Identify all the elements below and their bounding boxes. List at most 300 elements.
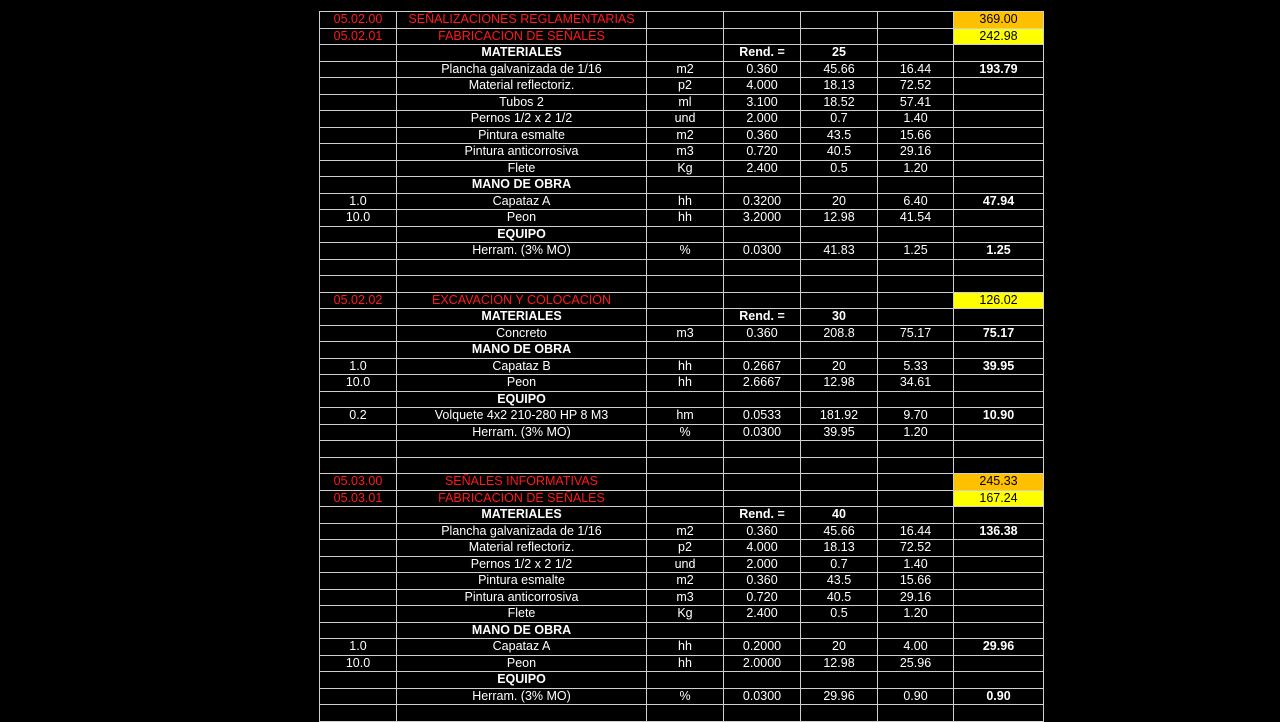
cell-total[interactable]	[954, 457, 1044, 474]
cell-price[interactable]	[801, 391, 878, 408]
cell-partial[interactable]: 9.70	[878, 408, 954, 425]
cell-total[interactable]	[954, 160, 1044, 177]
cell-price[interactable]: 0.5	[801, 606, 878, 623]
cell-unit[interactable]: und	[647, 111, 724, 128]
cell-description[interactable]: MATERIALES	[397, 507, 647, 524]
cell-total[interactable]: 39.95	[954, 358, 1044, 375]
cell-quantity[interactable]: 0.360	[724, 127, 801, 144]
cell-unit[interactable]: m3	[647, 325, 724, 342]
cell-code[interactable]	[320, 457, 397, 474]
cell-partial[interactable]: 57.41	[878, 94, 954, 111]
cell-code[interactable]: 05.03.01	[320, 490, 397, 507]
cell-total[interactable]	[954, 375, 1044, 392]
cell-code[interactable]	[320, 540, 397, 557]
cell-description[interactable]: Material reflectoriz.	[397, 78, 647, 95]
cell-partial[interactable]: 41.54	[878, 210, 954, 227]
cell-total[interactable]	[954, 276, 1044, 293]
cell-description[interactable]: EQUIPO	[397, 391, 647, 408]
cell-quantity[interactable]	[724, 342, 801, 359]
cell-partial[interactable]	[878, 622, 954, 639]
cell-total[interactable]	[954, 441, 1044, 458]
cell-price[interactable]: 20	[801, 639, 878, 656]
cell-quantity[interactable]	[724, 177, 801, 194]
cell-total[interactable]	[954, 672, 1044, 689]
cell-quantity[interactable]: 0.0533	[724, 408, 801, 425]
cell-quantity[interactable]: 2.400	[724, 160, 801, 177]
cell-partial[interactable]: 29.16	[878, 144, 954, 161]
cell-price[interactable]: 45.66	[801, 523, 878, 540]
cell-total[interactable]	[954, 556, 1044, 573]
cell-total[interactable]	[954, 424, 1044, 441]
cell-unit[interactable]	[647, 441, 724, 458]
cell-total[interactable]	[954, 144, 1044, 161]
cell-quantity[interactable]: 2.0000	[724, 655, 801, 672]
cell-unit[interactable]	[647, 622, 724, 639]
cell-unit[interactable]: p2	[647, 78, 724, 95]
cell-description[interactable]	[397, 457, 647, 474]
cell-description[interactable]: Pintura esmalte	[397, 573, 647, 590]
cell-price[interactable]	[801, 292, 878, 309]
cell-price[interactable]	[801, 28, 878, 45]
cell-code[interactable]	[320, 556, 397, 573]
cell-quantity[interactable]	[724, 12, 801, 29]
cell-partial[interactable]	[878, 457, 954, 474]
cell-unit[interactable]: hh	[647, 193, 724, 210]
cell-description[interactable]	[397, 441, 647, 458]
cell-quantity[interactable]: 3.2000	[724, 210, 801, 227]
cell-quantity[interactable]	[724, 226, 801, 243]
cell-unit[interactable]	[647, 342, 724, 359]
cell-quantity[interactable]: 0.0300	[724, 688, 801, 705]
cell-price[interactable]: 41.83	[801, 243, 878, 260]
cell-unit[interactable]	[647, 490, 724, 507]
cell-partial[interactable]: 1.40	[878, 111, 954, 128]
cell-description[interactable]: Pintura anticorrosiva	[397, 144, 647, 161]
cell-total[interactable]: 136.38	[954, 523, 1044, 540]
cell-total[interactable]	[954, 45, 1044, 62]
cell-price[interactable]: 20	[801, 358, 878, 375]
cell-total[interactable]: 0.90	[954, 688, 1044, 705]
cell-unit[interactable]: und	[647, 556, 724, 573]
cell-description[interactable]	[397, 259, 647, 276]
cell-total[interactable]: 167.24	[954, 490, 1044, 507]
cell-unit[interactable]: ml	[647, 94, 724, 111]
cell-code[interactable]	[320, 622, 397, 639]
cell-price[interactable]: 12.98	[801, 655, 878, 672]
cell-unit[interactable]	[647, 507, 724, 524]
cell-code[interactable]: 1.0	[320, 639, 397, 656]
cell-unit[interactable]	[647, 309, 724, 326]
cell-unit[interactable]	[647, 45, 724, 62]
cell-description[interactable]: Herram. (3% MO)	[397, 688, 647, 705]
cell-partial[interactable]	[878, 177, 954, 194]
cell-partial[interactable]	[878, 226, 954, 243]
cell-code[interactable]	[320, 259, 397, 276]
cell-total[interactable]	[954, 705, 1044, 722]
cell-partial[interactable]: 72.52	[878, 78, 954, 95]
cell-unit[interactable]	[647, 457, 724, 474]
cell-price[interactable]: 0.7	[801, 556, 878, 573]
cell-code[interactable]	[320, 177, 397, 194]
cell-quantity[interactable]: Rend. =	[724, 45, 801, 62]
cell-partial[interactable]: 15.66	[878, 573, 954, 590]
cell-total[interactable]: 245.33	[954, 474, 1044, 491]
cell-description[interactable]: Pintura esmalte	[397, 127, 647, 144]
cell-unit[interactable]: %	[647, 424, 724, 441]
cell-quantity[interactable]: 0.0300	[724, 243, 801, 260]
cell-quantity[interactable]	[724, 705, 801, 722]
cell-quantity[interactable]	[724, 622, 801, 639]
cell-partial[interactable]: 4.00	[878, 639, 954, 656]
cell-unit[interactable]: Kg	[647, 160, 724, 177]
cell-partial[interactable]: 15.66	[878, 127, 954, 144]
cell-code[interactable]	[320, 589, 397, 606]
cell-partial[interactable]	[878, 28, 954, 45]
cell-quantity[interactable]: 2.400	[724, 606, 801, 623]
cell-price[interactable]	[801, 490, 878, 507]
cell-unit[interactable]: m2	[647, 127, 724, 144]
cell-partial[interactable]: 34.61	[878, 375, 954, 392]
cell-code[interactable]: 05.02.00	[320, 12, 397, 29]
cell-price[interactable]	[801, 441, 878, 458]
cell-quantity[interactable]: 4.000	[724, 78, 801, 95]
cell-code[interactable]	[320, 391, 397, 408]
cell-price[interactable]	[801, 177, 878, 194]
cell-description[interactable]: FABRICACION DE SEÑALES	[397, 490, 647, 507]
cell-code[interactable]: 05.02.02	[320, 292, 397, 309]
cell-price[interactable]: 43.5	[801, 573, 878, 590]
cell-unit[interactable]: hh	[647, 358, 724, 375]
cell-price[interactable]	[801, 474, 878, 491]
cell-total[interactable]: 1.25	[954, 243, 1044, 260]
cell-description[interactable]: MATERIALES	[397, 45, 647, 62]
cell-description[interactable]: Plancha galvanizada de 1/16	[397, 61, 647, 78]
cell-partial[interactable]	[878, 259, 954, 276]
cell-unit[interactable]	[647, 177, 724, 194]
cell-total[interactable]: 10.90	[954, 408, 1044, 425]
cell-price[interactable]: 18.52	[801, 94, 878, 111]
cell-description[interactable]: Peon	[397, 655, 647, 672]
cell-unit[interactable]: m3	[647, 589, 724, 606]
cell-description[interactable]: FABRICACION DE SEÑALES	[397, 28, 647, 45]
cell-code[interactable]: 10.0	[320, 655, 397, 672]
cell-code[interactable]	[320, 78, 397, 95]
cell-unit[interactable]: m2	[647, 523, 724, 540]
cell-price[interactable]: 29.96	[801, 688, 878, 705]
cell-quantity[interactable]	[724, 490, 801, 507]
cell-quantity[interactable]	[724, 457, 801, 474]
cell-code[interactable]	[320, 276, 397, 293]
cell-price[interactable]: 39.95	[801, 424, 878, 441]
cell-unit[interactable]	[647, 226, 724, 243]
cell-code[interactable]	[320, 325, 397, 342]
cell-price[interactable]	[801, 457, 878, 474]
cell-partial[interactable]: 1.25	[878, 243, 954, 260]
cell-description[interactable]: Concreto	[397, 325, 647, 342]
cell-price[interactable]	[801, 12, 878, 29]
cell-unit[interactable]: %	[647, 243, 724, 260]
cell-quantity[interactable]: 0.360	[724, 325, 801, 342]
cell-total[interactable]	[954, 94, 1044, 111]
cell-code[interactable]	[320, 226, 397, 243]
cell-price[interactable]	[801, 622, 878, 639]
cell-unit[interactable]: m2	[647, 573, 724, 590]
cell-code[interactable]	[320, 45, 397, 62]
cell-code[interactable]	[320, 160, 397, 177]
cell-price[interactable]	[801, 226, 878, 243]
cell-description[interactable]: SEÑALES INFORMATIVAS	[397, 474, 647, 491]
cell-total[interactable]	[954, 78, 1044, 95]
cell-quantity[interactable]: 0.2000	[724, 639, 801, 656]
cell-price[interactable]: 43.5	[801, 127, 878, 144]
cell-price[interactable]: 12.98	[801, 210, 878, 227]
cell-price[interactable]: 45.66	[801, 61, 878, 78]
cell-price[interactable]: 30	[801, 309, 878, 326]
cell-partial[interactable]	[878, 441, 954, 458]
cell-total[interactable]	[954, 540, 1044, 557]
cell-price[interactable]: 40.5	[801, 144, 878, 161]
cell-code[interactable]	[320, 441, 397, 458]
cell-total[interactable]	[954, 507, 1044, 524]
cell-code[interactable]	[320, 61, 397, 78]
cell-quantity[interactable]: 3.100	[724, 94, 801, 111]
cell-unit[interactable]: m3	[647, 144, 724, 161]
cell-code[interactable]	[320, 424, 397, 441]
cell-quantity[interactable]: 2.000	[724, 111, 801, 128]
cell-code[interactable]	[320, 127, 397, 144]
cell-price[interactable]: 18.13	[801, 78, 878, 95]
cell-code[interactable]: 05.02.01	[320, 28, 397, 45]
cell-unit[interactable]	[647, 391, 724, 408]
cell-description[interactable]	[397, 705, 647, 722]
cell-partial[interactable]: 29.16	[878, 589, 954, 606]
cell-total[interactable]	[954, 606, 1044, 623]
cell-description[interactable]	[397, 276, 647, 293]
cell-partial[interactable]	[878, 45, 954, 62]
cell-unit[interactable]	[647, 259, 724, 276]
cell-description[interactable]: MANO DE OBRA	[397, 177, 647, 194]
cell-code[interactable]	[320, 705, 397, 722]
cell-partial[interactable]	[878, 705, 954, 722]
cell-description[interactable]: SEÑALIZACIONES REGLAMENTARIAS	[397, 12, 647, 29]
cell-description[interactable]: Capataz B	[397, 358, 647, 375]
cell-quantity[interactable]: Rend. =	[724, 507, 801, 524]
cell-price[interactable]	[801, 705, 878, 722]
cell-code[interactable]	[320, 94, 397, 111]
cell-partial[interactable]	[878, 474, 954, 491]
cell-description[interactable]: EQUIPO	[397, 672, 647, 689]
cell-price[interactable]: 25	[801, 45, 878, 62]
cell-unit[interactable]	[647, 12, 724, 29]
cell-total[interactable]	[954, 127, 1044, 144]
cell-description[interactable]: Flete	[397, 160, 647, 177]
cell-code[interactable]: 10.0	[320, 375, 397, 392]
cell-unit[interactable]	[647, 28, 724, 45]
cell-price[interactable]: 12.98	[801, 375, 878, 392]
cell-unit[interactable]	[647, 672, 724, 689]
cell-quantity[interactable]: 0.720	[724, 589, 801, 606]
cell-total[interactable]	[954, 111, 1044, 128]
cell-partial[interactable]	[878, 672, 954, 689]
cell-quantity[interactable]: 0.360	[724, 61, 801, 78]
cell-total[interactable]	[954, 309, 1044, 326]
cell-price[interactable]	[801, 342, 878, 359]
cell-quantity[interactable]: 0.360	[724, 523, 801, 540]
cell-quantity[interactable]	[724, 672, 801, 689]
cell-code[interactable]	[320, 243, 397, 260]
cell-code[interactable]	[320, 342, 397, 359]
cell-total[interactable]: 369.00	[954, 12, 1044, 29]
cell-unit[interactable]: hh	[647, 655, 724, 672]
cell-quantity[interactable]: Rend. =	[724, 309, 801, 326]
cell-description[interactable]: Herram. (3% MO)	[397, 424, 647, 441]
cell-unit[interactable]	[647, 292, 724, 309]
cell-description[interactable]: Herram. (3% MO)	[397, 243, 647, 260]
cell-total[interactable]	[954, 589, 1044, 606]
cell-unit[interactable]	[647, 705, 724, 722]
cell-partial[interactable]: 16.44	[878, 61, 954, 78]
cell-code[interactable]: 0.2	[320, 408, 397, 425]
cell-price[interactable]: 40.5	[801, 589, 878, 606]
cell-quantity[interactable]	[724, 28, 801, 45]
cell-price[interactable]: 0.7	[801, 111, 878, 128]
cell-price[interactable]: 20	[801, 193, 878, 210]
cell-code[interactable]	[320, 688, 397, 705]
cell-code[interactable]	[320, 606, 397, 623]
cell-total[interactable]	[954, 342, 1044, 359]
cell-partial[interactable]	[878, 507, 954, 524]
cell-total[interactable]	[954, 177, 1044, 194]
cell-description[interactable]: MANO DE OBRA	[397, 622, 647, 639]
cell-unit[interactable]: hh	[647, 210, 724, 227]
cell-quantity[interactable]	[724, 441, 801, 458]
cell-total[interactable]	[954, 622, 1044, 639]
cell-partial[interactable]: 5.33	[878, 358, 954, 375]
cell-code[interactable]: 1.0	[320, 193, 397, 210]
cell-price[interactable]	[801, 276, 878, 293]
cell-partial[interactable]: 75.17	[878, 325, 954, 342]
cell-unit[interactable]: hh	[647, 375, 724, 392]
cell-quantity[interactable]: 2.6667	[724, 375, 801, 392]
cell-partial[interactable]: 1.20	[878, 424, 954, 441]
cell-price[interactable]	[801, 259, 878, 276]
cell-price[interactable]: 18.13	[801, 540, 878, 557]
cell-price[interactable]: 181.92	[801, 408, 878, 425]
cell-quantity[interactable]: 0.360	[724, 573, 801, 590]
cell-description[interactable]: Volquete 4x2 210-280 HP 8 M3	[397, 408, 647, 425]
cell-partial[interactable]: 1.20	[878, 606, 954, 623]
cell-partial[interactable]: 16.44	[878, 523, 954, 540]
cell-code[interactable]	[320, 144, 397, 161]
cell-code[interactable]	[320, 573, 397, 590]
cell-description[interactable]: MATERIALES	[397, 309, 647, 326]
cell-quantity[interactable]: 0.720	[724, 144, 801, 161]
cell-description[interactable]: EQUIPO	[397, 226, 647, 243]
cell-unit[interactable]: m2	[647, 61, 724, 78]
cell-quantity[interactable]	[724, 474, 801, 491]
cell-quantity[interactable]: 0.3200	[724, 193, 801, 210]
cell-quantity[interactable]: 4.000	[724, 540, 801, 557]
cell-code[interactable]	[320, 309, 397, 326]
cell-total[interactable]: 75.17	[954, 325, 1044, 342]
cell-partial[interactable]	[878, 342, 954, 359]
cell-description[interactable]: Flete	[397, 606, 647, 623]
cell-unit[interactable]	[647, 474, 724, 491]
cell-total[interactable]	[954, 226, 1044, 243]
cell-description[interactable]: Tubos 2	[397, 94, 647, 111]
cell-code[interactable]	[320, 507, 397, 524]
cell-quantity[interactable]	[724, 259, 801, 276]
cell-total[interactable]: 29.96	[954, 639, 1044, 656]
cell-code[interactable]	[320, 111, 397, 128]
cell-code[interactable]: 05.03.00	[320, 474, 397, 491]
cell-partial[interactable]: 6.40	[878, 193, 954, 210]
cell-description[interactable]: Pernos 1/2 x 2 1/2	[397, 556, 647, 573]
cell-quantity[interactable]: 0.0300	[724, 424, 801, 441]
cell-price[interactable]: 40	[801, 507, 878, 524]
cell-quantity[interactable]: 0.2667	[724, 358, 801, 375]
cell-quantity[interactable]: 2.000	[724, 556, 801, 573]
cell-partial[interactable]	[878, 490, 954, 507]
cell-total[interactable]	[954, 655, 1044, 672]
cell-description[interactable]: Material reflectoriz.	[397, 540, 647, 557]
cell-partial[interactable]	[878, 292, 954, 309]
cell-price[interactable]: 208.8	[801, 325, 878, 342]
cell-partial[interactable]	[878, 276, 954, 293]
cell-code[interactable]	[320, 523, 397, 540]
cell-partial[interactable]	[878, 309, 954, 326]
cell-total[interactable]: 126.02	[954, 292, 1044, 309]
cell-description[interactable]: Pintura anticorrosiva	[397, 589, 647, 606]
cell-quantity[interactable]	[724, 292, 801, 309]
cell-code[interactable]: 1.0	[320, 358, 397, 375]
cell-description[interactable]: Capataz A	[397, 639, 647, 656]
cell-total[interactable]: 193.79	[954, 61, 1044, 78]
cell-partial[interactable]	[878, 391, 954, 408]
cell-partial[interactable]	[878, 12, 954, 29]
cell-partial[interactable]: 1.40	[878, 556, 954, 573]
cell-price[interactable]	[801, 672, 878, 689]
cell-unit[interactable]	[647, 276, 724, 293]
cell-total[interactable]	[954, 391, 1044, 408]
cell-code[interactable]: 10.0	[320, 210, 397, 227]
cell-description[interactable]: Capataz A	[397, 193, 647, 210]
cell-description[interactable]: Peon	[397, 375, 647, 392]
cell-quantity[interactable]	[724, 276, 801, 293]
cell-total[interactable]	[954, 259, 1044, 276]
cell-partial[interactable]: 0.90	[878, 688, 954, 705]
cell-unit[interactable]: p2	[647, 540, 724, 557]
cell-description[interactable]: Peon	[397, 210, 647, 227]
cell-quantity[interactable]	[724, 391, 801, 408]
cell-unit[interactable]: %	[647, 688, 724, 705]
cell-code[interactable]	[320, 672, 397, 689]
cell-unit[interactable]: Kg	[647, 606, 724, 623]
cell-unit[interactable]: hh	[647, 639, 724, 656]
cell-partial[interactable]: 1.20	[878, 160, 954, 177]
cell-partial[interactable]: 72.52	[878, 540, 954, 557]
cell-description[interactable]: Plancha galvanizada de 1/16	[397, 523, 647, 540]
cell-total[interactable]	[954, 210, 1044, 227]
cell-description[interactable]: MANO DE OBRA	[397, 342, 647, 359]
cell-partial[interactable]: 25.96	[878, 655, 954, 672]
cell-description[interactable]: Pernos 1/2 x 2 1/2	[397, 111, 647, 128]
cell-total[interactable]: 242.98	[954, 28, 1044, 45]
cell-total[interactable]	[954, 573, 1044, 590]
cell-unit[interactable]: hm	[647, 408, 724, 425]
cell-price[interactable]: 0.5	[801, 160, 878, 177]
cell-total[interactable]: 47.94	[954, 193, 1044, 210]
